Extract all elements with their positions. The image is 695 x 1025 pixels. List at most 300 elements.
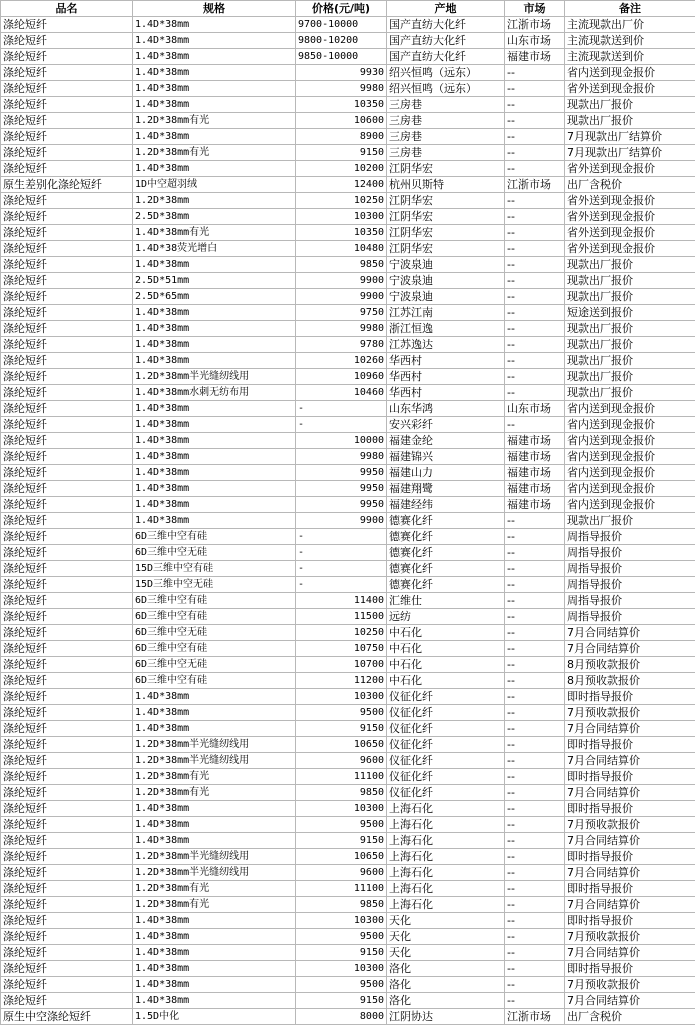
cell-spec: 1.4D*38荧光增白 <box>133 241 296 257</box>
cell-origin: 国产直纺大化纤 <box>387 49 505 65</box>
cell-spec: 1.4D*38mm <box>133 49 296 65</box>
cell-market: -- <box>505 305 565 321</box>
cell-spec: 1.2D*38mm半光缝纫线用 <box>133 849 296 865</box>
cell-spec: 2.5D*38mm <box>133 209 296 225</box>
cell-price: 10750 <box>296 641 387 657</box>
cell-spec: 2.5D*65mm <box>133 289 296 305</box>
cell-price: 9150 <box>296 145 387 161</box>
cell-price: 9850 <box>296 257 387 273</box>
cell-remark: 7月合同结算价 <box>565 833 695 849</box>
cell-price: 8000 <box>296 1009 387 1025</box>
cell-market: -- <box>505 529 565 545</box>
cell-product: 涤纶短纤 <box>1 241 133 257</box>
table-row <box>1 657 695 673</box>
table-row <box>1 369 695 385</box>
cell-origin: 江阴协达 <box>387 1009 505 1025</box>
cell-price: - <box>296 401 387 417</box>
cell-product: 涤纶短纤 <box>1 929 133 945</box>
cell-market: -- <box>505 369 565 385</box>
cell-price: 9850 <box>296 897 387 913</box>
table-row <box>1 17 695 33</box>
cell-product: 涤纶短纤 <box>1 593 133 609</box>
cell-origin: 华西村 <box>387 369 505 385</box>
cell-spec: 15D三维中空无硅 <box>133 577 296 593</box>
cell-spec: 1.4D*38mm <box>133 401 296 417</box>
table-row <box>1 817 695 833</box>
cell-remark: 短途送到报价 <box>565 305 695 321</box>
cell-market: -- <box>505 625 565 641</box>
cell-market: -- <box>505 321 565 337</box>
cell-product: 涤纶短纤 <box>1 913 133 929</box>
cell-remark: 省内送到现金报价 <box>565 401 695 417</box>
cell-origin: 宁波泉迪 <box>387 273 505 289</box>
cell-origin: 德赛化纤 <box>387 513 505 529</box>
cell-market: -- <box>505 881 565 897</box>
table-row <box>1 833 695 849</box>
cell-origin: 绍兴恒鸣（远东） <box>387 65 505 81</box>
cell-remark: 现款出厂报价 <box>565 289 695 305</box>
cell-product: 涤纶短纤 <box>1 705 133 721</box>
cell-price: 10600 <box>296 113 387 129</box>
cell-product: 涤纶短纤 <box>1 321 133 337</box>
cell-remark: 7月合同结算价 <box>565 897 695 913</box>
cell-price: 9900 <box>296 513 387 529</box>
cell-product: 涤纶短纤 <box>1 513 133 529</box>
cell-remark: 周指导报价 <box>565 609 695 625</box>
cell-price: 9150 <box>296 833 387 849</box>
cell-market: 江浙市场 <box>505 177 565 193</box>
cell-remark: 7月预收款报价 <box>565 817 695 833</box>
cell-origin: 上海石化 <box>387 833 505 849</box>
cell-origin: 福建金纶 <box>387 433 505 449</box>
cell-price: 10480 <box>296 241 387 257</box>
table-row <box>1 785 695 801</box>
cell-market: -- <box>505 641 565 657</box>
cell-price: 9930 <box>296 65 387 81</box>
cell-price: 10460 <box>296 385 387 401</box>
table-row <box>1 673 695 689</box>
cell-remark: 8月预收款报价 <box>565 673 695 689</box>
cell-market: -- <box>505 593 565 609</box>
cell-origin: 山东华鸿 <box>387 401 505 417</box>
cell-price: 9900 <box>296 273 387 289</box>
cell-market: -- <box>505 801 565 817</box>
cell-price: 11100 <box>296 881 387 897</box>
header-cell-market: 市场 <box>505 1 565 17</box>
cell-remark: 即时指导报价 <box>565 849 695 865</box>
table-row <box>1 513 695 529</box>
cell-spec: 6D三维中空无硅 <box>133 657 296 673</box>
cell-origin: 安兴彩纤 <box>387 417 505 433</box>
cell-remark: 7月合同结算价 <box>565 721 695 737</box>
cell-price: 10000 <box>296 433 387 449</box>
cell-market: -- <box>505 849 565 865</box>
cell-market: -- <box>505 209 565 225</box>
table-row <box>1 641 695 657</box>
cell-origin: 仪征化纤 <box>387 737 505 753</box>
cell-spec: 1.2D*38mm半光缝纫线用 <box>133 369 296 385</box>
cell-product: 涤纶短纤 <box>1 833 133 849</box>
cell-market: 福建市场 <box>505 449 565 465</box>
cell-remark: 出厂含税价 <box>565 177 695 193</box>
cell-remark: 现款出厂报价 <box>565 97 695 113</box>
cell-remark: 即时指导报价 <box>565 769 695 785</box>
cell-product: 涤纶短纤 <box>1 369 133 385</box>
cell-market: -- <box>505 577 565 593</box>
cell-product: 涤纶短纤 <box>1 977 133 993</box>
cell-spec: 1.2D*38mm半光缝纫线用 <box>133 737 296 753</box>
table-row <box>1 177 695 193</box>
cell-market: 江浙市场 <box>505 17 565 33</box>
cell-market: -- <box>505 929 565 945</box>
cell-origin: 三房巷 <box>387 113 505 129</box>
cell-product: 涤纶短纤 <box>1 881 133 897</box>
cell-price: 9500 <box>296 705 387 721</box>
cell-remark: 省内送到现金报价 <box>565 481 695 497</box>
cell-remark: 省内送到现金报价 <box>565 417 695 433</box>
cell-remark: 7月预收款报价 <box>565 977 695 993</box>
cell-origin: 仪征化纤 <box>387 721 505 737</box>
cell-market: -- <box>505 817 565 833</box>
cell-product: 涤纶短纤 <box>1 529 133 545</box>
cell-remark: 省内送到现金报价 <box>565 449 695 465</box>
cell-remark: 7月合同结算价 <box>565 945 695 961</box>
table-row <box>1 913 695 929</box>
cell-market: -- <box>505 753 565 769</box>
cell-spec: 1.4D*38mm <box>133 433 296 449</box>
cell-remark: 省外送到现金报价 <box>565 193 695 209</box>
cell-market: -- <box>505 337 565 353</box>
table-row <box>1 689 695 705</box>
cell-price: 11500 <box>296 609 387 625</box>
cell-product: 涤纶短纤 <box>1 65 133 81</box>
cell-remark: 7月现款出厂结算价 <box>565 129 695 145</box>
cell-origin: 江阴华宏 <box>387 161 505 177</box>
cell-product: 涤纶短纤 <box>1 305 133 321</box>
cell-remark: 省内送到现金报价 <box>565 65 695 81</box>
cell-price: - <box>296 417 387 433</box>
cell-remark: 7月合同结算价 <box>565 753 695 769</box>
table-row <box>1 481 695 497</box>
cell-origin: 华西村 <box>387 353 505 369</box>
cell-market: -- <box>505 705 565 721</box>
cell-spec: 6D三维中空有硅 <box>133 593 296 609</box>
cell-origin: 中石化 <box>387 673 505 689</box>
cell-origin: 天化 <box>387 929 505 945</box>
table-row <box>1 97 695 113</box>
table-row <box>1 897 695 913</box>
table-row <box>1 113 695 129</box>
cell-price: 9780 <box>296 337 387 353</box>
cell-origin: 仪征化纤 <box>387 785 505 801</box>
cell-spec: 6D三维中空无硅 <box>133 625 296 641</box>
cell-product: 涤纶短纤 <box>1 753 133 769</box>
cell-price: 10350 <box>296 225 387 241</box>
cell-price: 12400 <box>296 177 387 193</box>
cell-market: -- <box>505 385 565 401</box>
cell-remark: 7月合同结算价 <box>565 641 695 657</box>
cell-market: -- <box>505 289 565 305</box>
cell-price: 9600 <box>296 865 387 881</box>
cell-remark: 主流现款送到价 <box>565 49 695 65</box>
cell-spec: 1.2D*38mm有光 <box>133 145 296 161</box>
cell-spec: 1.4D*38mm <box>133 353 296 369</box>
header-cell-spec: 规格 <box>133 1 296 17</box>
cell-origin: 仪征化纤 <box>387 705 505 721</box>
cell-origin: 德赛化纤 <box>387 561 505 577</box>
cell-remark: 省外送到现金报价 <box>565 225 695 241</box>
cell-spec: 1.4D*38mm <box>133 161 296 177</box>
cell-product: 涤纶短纤 <box>1 945 133 961</box>
cell-product: 涤纶短纤 <box>1 145 133 161</box>
cell-price: 9980 <box>296 81 387 97</box>
cell-product: 涤纶短纤 <box>1 17 133 33</box>
cell-market: 福建市场 <box>505 465 565 481</box>
cell-remark: 即时指导报价 <box>565 737 695 753</box>
cell-spec: 1.4D*38mm <box>133 977 296 993</box>
cell-remark: 7月合同结算价 <box>565 785 695 801</box>
cell-price: 8900 <box>296 129 387 145</box>
cell-remark: 即时指导报价 <box>565 689 695 705</box>
cell-remark: 即时指导报价 <box>565 913 695 929</box>
cell-remark: 周指导报价 <box>565 577 695 593</box>
cell-market: -- <box>505 65 565 81</box>
cell-price: 10250 <box>296 625 387 641</box>
cell-product: 涤纶短纤 <box>1 113 133 129</box>
cell-product: 涤纶短纤 <box>1 481 133 497</box>
cell-spec: 1.4D*38mm <box>133 417 296 433</box>
cell-product: 涤纶短纤 <box>1 609 133 625</box>
cell-product: 涤纶短纤 <box>1 225 133 241</box>
cell-remark: 周指导报价 <box>565 529 695 545</box>
cell-market: -- <box>505 785 565 801</box>
cell-price: - <box>296 545 387 561</box>
cell-market: -- <box>505 689 565 705</box>
table-row <box>1 81 695 97</box>
table-row <box>1 193 695 209</box>
cell-market: -- <box>505 737 565 753</box>
cell-market: -- <box>505 865 565 881</box>
cell-origin: 仪征化纤 <box>387 753 505 769</box>
cell-spec: 1.4D*38mm <box>133 257 296 273</box>
cell-product: 涤纶短纤 <box>1 737 133 753</box>
cell-price: 9800-10200 <box>296 33 387 49</box>
cell-price: 9850 <box>296 785 387 801</box>
cell-spec: 1.4D*38mm <box>133 97 296 113</box>
cell-product: 涤纶短纤 <box>1 865 133 881</box>
cell-remark: 7月合同结算价 <box>565 625 695 641</box>
cell-price: 10260 <box>296 353 387 369</box>
cell-market: 山东市场 <box>505 401 565 417</box>
cell-origin: 上海石化 <box>387 865 505 881</box>
cell-remark: 现款出厂报价 <box>565 273 695 289</box>
cell-remark: 现款出厂报价 <box>565 113 695 129</box>
cell-market: -- <box>505 913 565 929</box>
cell-price: 10200 <box>296 161 387 177</box>
cell-price: 10350 <box>296 97 387 113</box>
cell-market: -- <box>505 193 565 209</box>
cell-spec: 1.4D*38mm有光 <box>133 225 296 241</box>
cell-market: -- <box>505 353 565 369</box>
table-row <box>1 33 695 49</box>
cell-remark: 周指导报价 <box>565 545 695 561</box>
cell-origin: 德赛化纤 <box>387 577 505 593</box>
cell-spec: 1.4D*38mm <box>133 801 296 817</box>
header-cell-origin: 产地 <box>387 1 505 17</box>
cell-price: 10700 <box>296 657 387 673</box>
cell-origin: 江苏逸达 <box>387 337 505 353</box>
cell-remark: 现款出厂报价 <box>565 353 695 369</box>
table-row <box>1 753 695 769</box>
cell-remark: 8月预收款报价 <box>565 657 695 673</box>
table-row <box>1 721 695 737</box>
table-row <box>1 241 695 257</box>
cell-remark: 7月现款出厂结算价 <box>565 145 695 161</box>
cell-product: 涤纶短纤 <box>1 49 133 65</box>
cell-market: -- <box>505 129 565 145</box>
cell-spec: 1.4D*38mm <box>133 993 296 1009</box>
cell-market: 福建市场 <box>505 49 565 65</box>
cell-price: 9950 <box>296 497 387 513</box>
cell-origin: 德赛化纤 <box>387 529 505 545</box>
cell-price: 9150 <box>296 945 387 961</box>
cell-spec: 1.4D*38mm <box>133 17 296 33</box>
cell-spec: 1.4D*38mm <box>133 65 296 81</box>
cell-spec: 1.4D*38mm <box>133 913 296 929</box>
cell-product: 涤纶短纤 <box>1 785 133 801</box>
cell-origin: 绍兴恒鸣（远东） <box>387 81 505 97</box>
cell-market: -- <box>505 993 565 1009</box>
cell-remark: 7月合同结算价 <box>565 865 695 881</box>
cell-product: 涤纶短纤 <box>1 641 133 657</box>
cell-market: 福建市场 <box>505 433 565 449</box>
cell-remark: 即时指导报价 <box>565 961 695 977</box>
table-row <box>1 417 695 433</box>
table-row <box>1 465 695 481</box>
cell-spec: 1.5D中化 <box>133 1009 296 1025</box>
cell-product: 涤纶短纤 <box>1 625 133 641</box>
cell-spec: 6D三维中空有硅 <box>133 673 296 689</box>
cell-product: 涤纶短纤 <box>1 97 133 113</box>
cell-remark: 现款出厂报价 <box>565 385 695 401</box>
cell-origin: 国产直纺大化纤 <box>387 33 505 49</box>
cell-market: -- <box>505 273 565 289</box>
cell-market: -- <box>505 81 565 97</box>
header-cell-price: 价格(元/吨) <box>296 1 387 17</box>
cell-price: 10300 <box>296 801 387 817</box>
cell-spec: 2.5D*51mm <box>133 273 296 289</box>
cell-spec: 1.4D*38mm <box>133 321 296 337</box>
cell-origin: 远纺 <box>387 609 505 625</box>
cell-origin: 福建锦兴 <box>387 449 505 465</box>
cell-product: 涤纶短纤 <box>1 465 133 481</box>
cell-origin: 福建翔鹭 <box>387 481 505 497</box>
cell-price: 9500 <box>296 817 387 833</box>
table-row <box>1 161 695 177</box>
cell-origin: 三房巷 <box>387 129 505 145</box>
cell-spec: 1.2D*38mm有光 <box>133 881 296 897</box>
cell-price: 10300 <box>296 689 387 705</box>
cell-price: 9500 <box>296 977 387 993</box>
cell-origin: 宁波泉迪 <box>387 289 505 305</box>
cell-remark: 省外送到现金报价 <box>565 241 695 257</box>
cell-price: 9980 <box>296 321 387 337</box>
cell-market: -- <box>505 145 565 161</box>
cell-origin: 江阴华宏 <box>387 225 505 241</box>
cell-product: 涤纶短纤 <box>1 769 133 785</box>
cell-origin: 上海石化 <box>387 881 505 897</box>
cell-market: -- <box>505 113 565 129</box>
cell-remark: 即时指导报价 <box>565 881 695 897</box>
cell-product: 涤纶短纤 <box>1 561 133 577</box>
cell-product: 涤纶短纤 <box>1 993 133 1009</box>
cell-product: 涤纶短纤 <box>1 353 133 369</box>
cell-spec: 1.4D*38mm <box>133 961 296 977</box>
cell-price: 9150 <box>296 721 387 737</box>
cell-product: 涤纶短纤 <box>1 689 133 705</box>
cell-spec: 1.4D*38mm <box>133 721 296 737</box>
cell-product: 涤纶短纤 <box>1 129 133 145</box>
table-row <box>1 961 695 977</box>
cell-price: 9980 <box>296 449 387 465</box>
cell-origin: 上海石化 <box>387 801 505 817</box>
cell-spec: 1D中空超羽绒 <box>133 177 296 193</box>
cell-product: 涤纶短纤 <box>1 33 133 49</box>
cell-market: -- <box>505 769 565 785</box>
table-row <box>1 433 695 449</box>
cell-product: 涤纶短纤 <box>1 433 133 449</box>
cell-spec: 1.4D*38mm <box>133 817 296 833</box>
cell-spec: 1.2D*38mm有光 <box>133 785 296 801</box>
cell-product: 涤纶短纤 <box>1 417 133 433</box>
cell-spec: 6D三维中空无硅 <box>133 545 296 561</box>
cell-market: -- <box>505 97 565 113</box>
table-row <box>1 737 695 753</box>
cell-price: 10650 <box>296 737 387 753</box>
cell-price: 10250 <box>296 193 387 209</box>
cell-remark: 现款出厂报价 <box>565 321 695 337</box>
table-row <box>1 209 695 225</box>
cell-remark: 7月合同结算价 <box>565 993 695 1009</box>
cell-origin: 洛化 <box>387 977 505 993</box>
cell-origin: 中石化 <box>387 657 505 673</box>
cell-remark: 现款出厂报价 <box>565 257 695 273</box>
cell-remark: 周指导报价 <box>565 561 695 577</box>
cell-spec: 1.4D*38mm <box>133 81 296 97</box>
table-row <box>1 609 695 625</box>
cell-remark: 主流现款出厂价 <box>565 17 695 33</box>
cell-remark: 省内送到现金报价 <box>565 433 695 449</box>
cell-product: 涤纶短纤 <box>1 337 133 353</box>
cell-origin: 上海石化 <box>387 897 505 913</box>
cell-product: 涤纶短纤 <box>1 401 133 417</box>
cell-product: 涤纶短纤 <box>1 801 133 817</box>
table-row <box>1 321 695 337</box>
cell-remark: 周指导报价 <box>565 593 695 609</box>
cell-product: 原生中空涤纶短纤 <box>1 1009 133 1025</box>
table-row <box>1 225 695 241</box>
cell-market: -- <box>505 513 565 529</box>
table-row <box>1 401 695 417</box>
cell-market: -- <box>505 417 565 433</box>
cell-market: -- <box>505 833 565 849</box>
cell-price: 9900 <box>296 289 387 305</box>
cell-origin: 三房巷 <box>387 145 505 161</box>
table-row <box>1 977 695 993</box>
cell-product: 涤纶短纤 <box>1 849 133 865</box>
cell-remark: 现款出厂报价 <box>565 369 695 385</box>
table-row <box>1 353 695 369</box>
